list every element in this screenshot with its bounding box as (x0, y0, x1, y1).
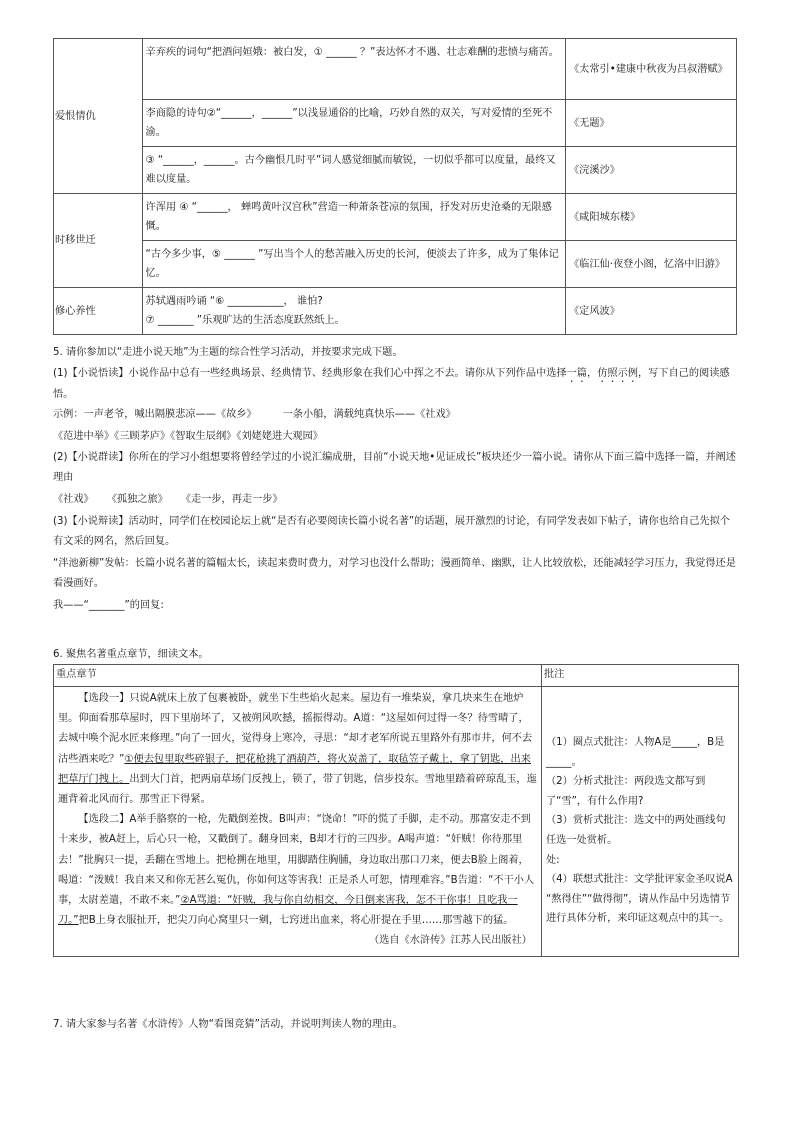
emphasis-text: 一篇 (566, 368, 587, 379)
underlined-sentence-1: ①便去包里取些碎银子，把花枪挑了酒葫芦，将火炭盖了，取毡笠子戴上，拿了钥匙，出来把草厅门拽上。 (58, 753, 531, 785)
q5-reply-prompt: 我——“_______”的回复: (53, 600, 164, 611)
table-header-row (54, 665, 739, 687)
poem-quotation-table (53, 38, 737, 335)
source-cell: 《临江仙·夜登小阁，忆洛中旧游》 (565, 241, 736, 288)
underlined-sentence-2: ②A骂道：“奸贼，我与你自幼相交，今日倒来害我，怎不干你事！且吃我一刀。” (58, 895, 518, 927)
category-cell: 时移世迁 (54, 194, 143, 288)
source-cell: 《浣溪沙》 (565, 147, 736, 194)
column-header-chapter: 重点章节 (54, 665, 542, 687)
note-item: 处: (546, 854, 560, 866)
excerpt-source: （选自《水浒传》江苏人民出版社） (369, 935, 532, 947)
q5-example: 示例：一声老爷，喊出隔膜悲凉——《故乡》 一条小船，满载纯真快乐——《社戏》 (53, 409, 456, 420)
source-cell: 《无题》 (565, 100, 736, 147)
emphasis-text: 仿照示例 (597, 368, 638, 379)
content-cell (142, 288, 565, 335)
note-item: （1）圈点式批注：人物A是_____，B是_____。 (546, 737, 725, 768)
q5-part1 (53, 364, 739, 405)
content-line: 苏轼遇雨吟诵 “⑥ ___________， 谁怕? (145, 296, 323, 307)
content-cell: 李商隐的诗句②“______，______”以浅显通俗的比喻，巧妙自然的双关，写对爱情的至死不渝。 (142, 100, 565, 147)
q5-part2: (2)【小说群读】你所在的学习小组想要将曾经学过的小说汇编成册，目前“小说天地•见证成长”板块还少一篇小说。请你从下面三篇中选择一篇，并阐述理由 (53, 452, 736, 483)
table-row (54, 100, 737, 147)
content-cell: “古今多少事，⑤ ______ ”写出当个人的愁苦融入历史的长河，便淡去了许多，成为了集体记忆。 (142, 241, 565, 288)
note-item: （3）赏析式批注：选文中的两处画线句任选一处赏析。 (546, 815, 726, 846)
reading-annotation-table (53, 664, 739, 957)
content-cell: ③ “______，______。古今幽恨几时平”词人感觉细腻而敏锐，一切似乎都可以度量，最终又难以度量。 (142, 147, 565, 194)
source-cell: 《咸阳城东楼》 (565, 194, 736, 241)
q5-part1-comma: ， (587, 368, 598, 379)
content-cell: 辛弃疾的词句“把酒问姮娥：被白发，① ______ ？”表达怀才不遇、壮志难酬的悲愤与痛苦。 (142, 39, 565, 100)
table-row (54, 147, 737, 194)
question-6-intro: 6. 聚焦名著重点章节，细读文本。 (53, 649, 209, 660)
q5-forum-post: “泮池新柳”发帖：长篇小说名著的篇幅太长，读起来费时费力，对学习也没什么帮助；漫画简单、幽默，让人比较放松，还能减轻学习压力，我觉得还是看漫画好。 (53, 558, 736, 589)
excerpt-2 (58, 810, 538, 931)
table-row (54, 687, 739, 957)
column-header-notes: 批注 (542, 665, 739, 687)
excerpt-text: A举手胳察的一枪，先戳倒差拨。B叫声：“饶命！”吓的慌了手脚，走不动。那富安走不到十来步，被A赶上，后心只一枪，又戳倒了。翻身回来，B却才行的三四步。A喝声道：“奸贼！你待那里去！”批胸只一提，丢翻在雪地上。把枪搠在地里，用脚踏住胸脯，身边取出那口刀来，便去B脸上阁着，喝道：“泼贼！我自来又和你无甚么冤仇，你如何这等害我！正是杀人可恕，情理难容。”B告道：“不干小人事，太尉差遣，不敢不来。” (58, 814, 535, 907)
excerpt-cell (54, 687, 542, 957)
content-cell: 许浑用 ④ “______， 蝉鸣黄叶汉宫秋”营造一种萧条苍凉的氛围，抒发对历史沧桑的无限感慨。 (142, 194, 565, 241)
source-cell: 《太常引•建康中秋夜为吕叔潜赋》 (565, 39, 736, 100)
excerpt-text: 只说A就床上放了包裹被卧，就坐下生些焰火起来。屋边有一堆柴炭，拿几块来生在地炉里。仰面看那草屋时，四下里崩坏了，又被朔风吹撼，摇振得动。A道：“这屋如何过得一冬？待雪晴了，去城中唤个泥水匠来修理。”向了一回火，觉得身上寒冷，寻思：“却才老军所说五里路外有那市井，何不去沽些酒来吃？” (58, 693, 533, 765)
note-item: （2）分析式批注：两段选文都写到了“雪”，有什么作用? (546, 776, 706, 807)
excerpt-1 (58, 689, 538, 810)
q5-part1-text: (1)【小说悟读】小说作品中总有一些经典场景、经典情节、经典形象在我们心中挥之不去。请你从下列作品中选择 (53, 368, 567, 379)
q5-works-list: 《范进中举》《三顾茅庐》《智取生辰纲》《刘姥姥进大观园》 (53, 431, 323, 442)
q5-part2-works: 《社戏》 《孤独之旅》 《走一步，再走一步》 (53, 494, 283, 505)
excerpt-text: 出到大门首，把两扇草场门反拽上，锁了，带了钥匙，信步投东。雪地里踏着碎琼乱玉，迤逦背着北风而行。那雪正下得紧。 (58, 773, 537, 806)
notes-cell (542, 687, 739, 957)
excerpt-label: 【选段二】 (78, 814, 130, 826)
spacer (546, 689, 734, 733)
excerpt-label: 【选段一】 (78, 693, 130, 704)
q5-part1-text-end: ，写下自己的阅读感悟。 (53, 368, 730, 400)
table-row (54, 288, 737, 335)
table-row (54, 39, 737, 100)
source-cell: 《定风波》 (565, 288, 736, 335)
question-5-intro: 5. 请你参加以“走进小说天地”为主题的综合性学习活动，并按要求完成下题。 (53, 347, 403, 358)
content-line: ⑦ _______ ”乐观旷达的生活态度跃然纸上。 (145, 315, 345, 326)
excerpt-text: 把B上身衣服扯开，把尖刀向心窝里只一剜，七窍迸出血来，将心肝提在手里……那雪越下的猛。 (78, 915, 514, 927)
q5-part3: (3)【小说辩读】活动时，同学们在校园论坛上就“是否有必要阅读长篇小说名著”的话题，展开激烈的讨论，有同学发表如下帖子，请你也给自己先拟个有文采的网名，然后回复。 (53, 516, 730, 547)
table-row (54, 194, 737, 241)
category-cell: 修心养性 (54, 288, 143, 335)
table-row (54, 241, 737, 288)
note-item: （4）联想式批注：文学批评家金圣叹说A “熬得住”“做得彻”，请从作品中另选情节进行具体分析，来印证这观点中的其一。 (546, 874, 733, 925)
question-7: 7. 请大家参与名著《水浒传》人物“看图竞猜”活动，并说明判读人物的理由。 (53, 1019, 403, 1030)
category-cell: 爱恨情仇 (54, 39, 143, 194)
